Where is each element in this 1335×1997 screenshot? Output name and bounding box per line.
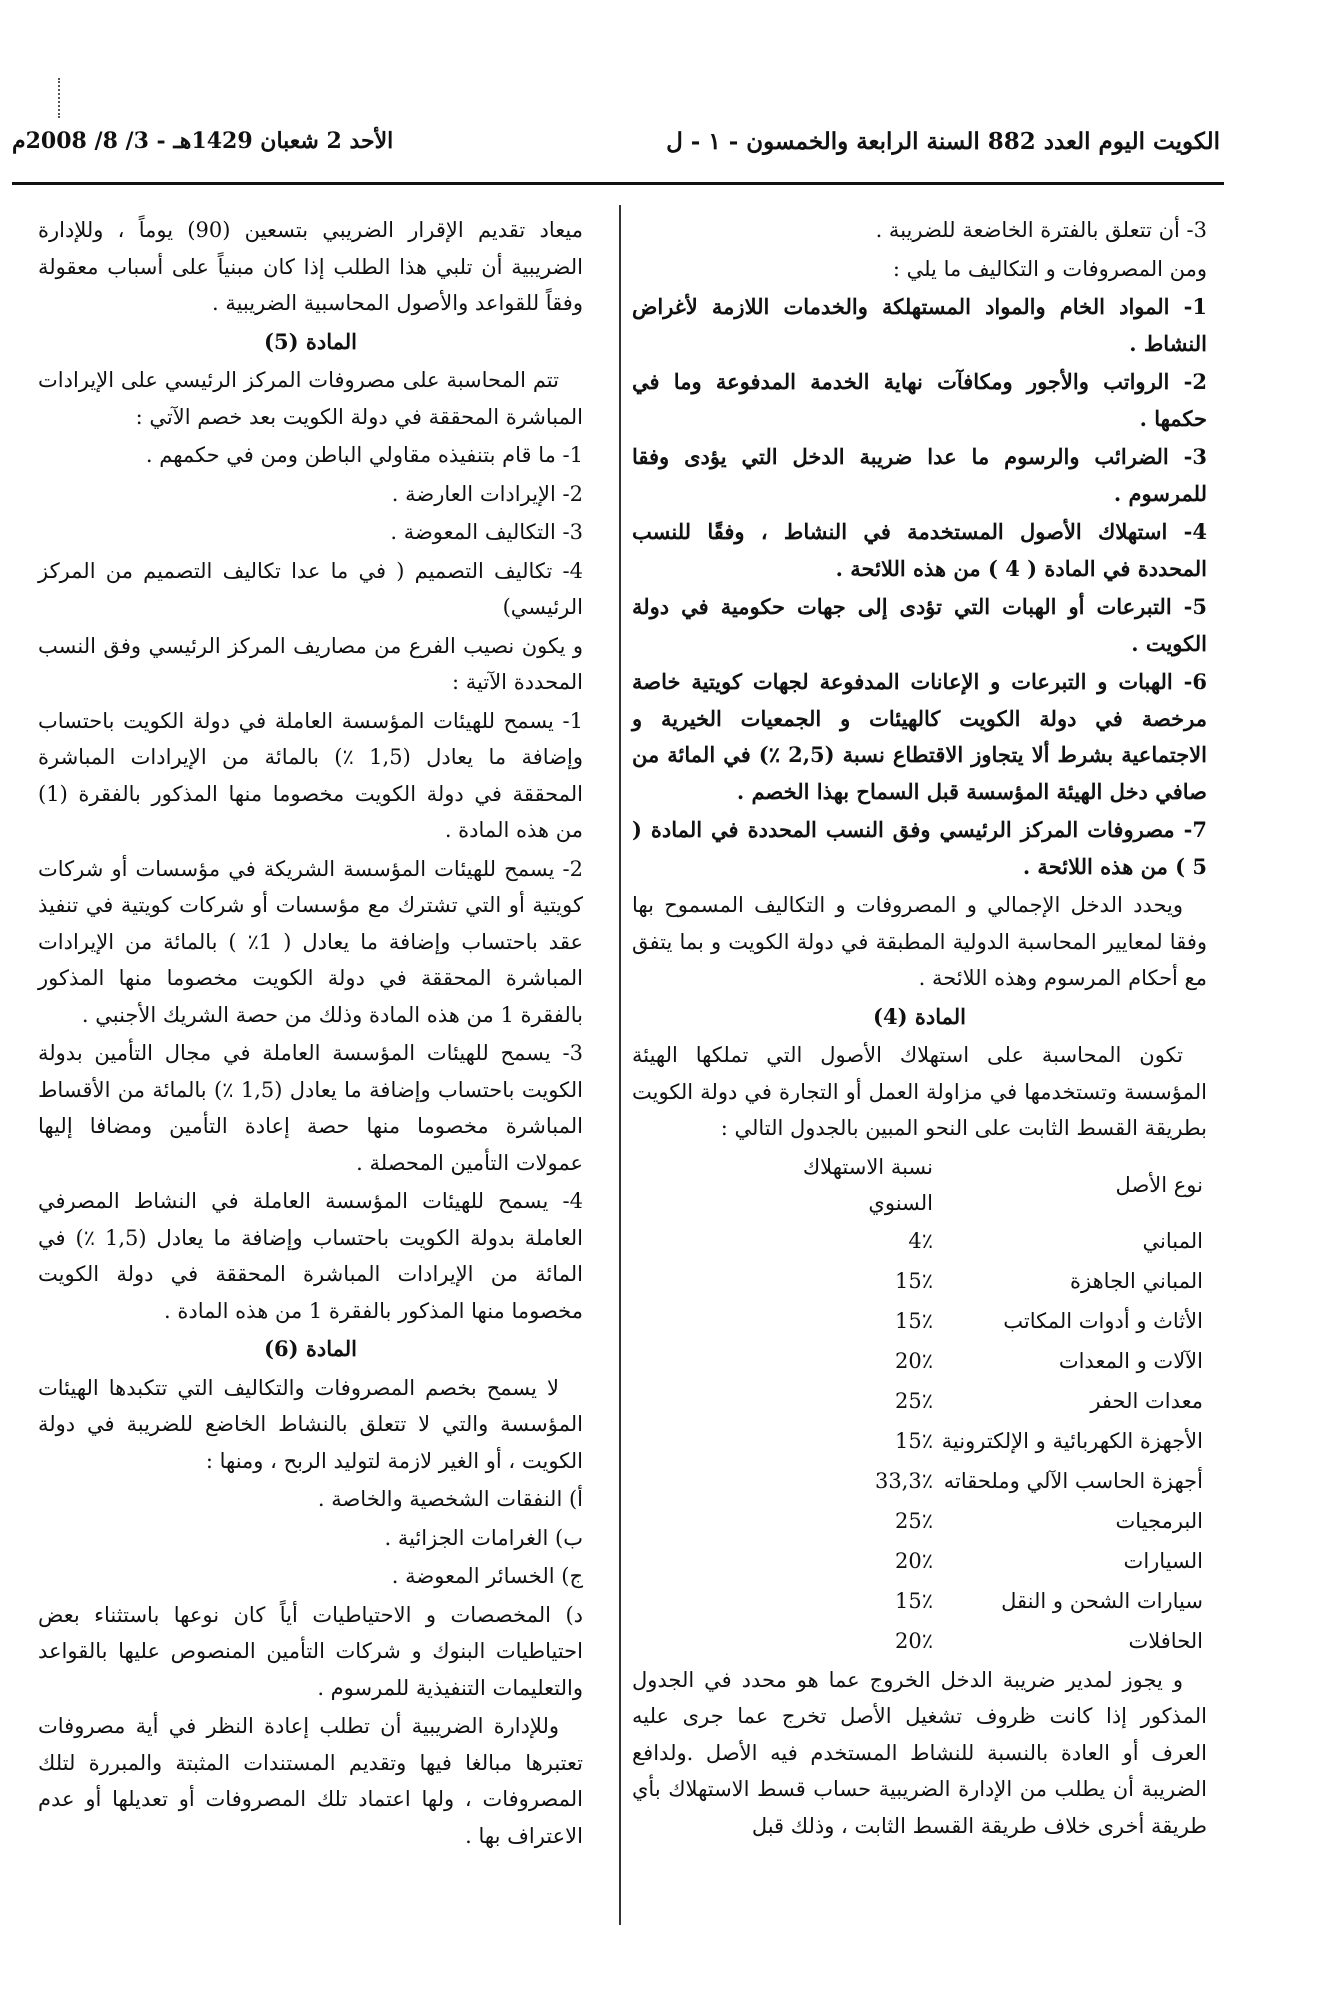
list-item: 6- الهبات و التبرعات و الإعانات المدفوعة لجهات كويتية خاصة مرخصة في دولة الكويت كالهيئات و الجمعيات الخيرية و الاجتماعية بشرط ألا يتجاوز الاقتطاع نسبة (2,5 ٪) في المائة من صافي دخل الهيئة المؤسسة قبل السماح بهذا الخصم . — [632, 669, 1207, 804]
asset-cell: الحافلات — [1128, 1629, 1203, 1654]
rate-cell: 20٪ — [894, 1549, 933, 1574]
header-issue-info: الكويت اليوم العدد 882 السنة الرابعة والخمسون - ١ - ل — [666, 128, 1220, 155]
rate-cell: 15٪ — [894, 1269, 933, 1294]
rate-cell: 20٪ — [894, 1349, 933, 1374]
paragraph: لا يسمح بخصم المصروفات والتكاليف التي تتكبدها الهيئات المؤسسة والتي لا تتعلق بالنشاط الخاضع للضريبة في دولة الكويت ، أو الغير لازمة لتوليد الربح ، ومنها : — [38, 1375, 583, 1473]
list-item: 2- يسمح للهيئات المؤسسة الشريكة في مؤسسات أو شركات كويتية أو التي تشترك مع مؤسسات أو شركات كويتية في تنفيذ عقد باحتساب وإضافة ما يعادل ( 1٪ ) بالمائة من الإيرادات المباشرة المحققة في دولة الكويت مخصوما منها المذكور بالفقرة 1 من هذه المادة وذلك من حصة الشريك الأجنبي . — [38, 856, 583, 1027]
list-item: ب) الغرامات الجزائية . — [384, 1525, 583, 1550]
rate-cell: 25٪ — [894, 1389, 933, 1414]
paragraph: 3- أن تتعلق بالفترة الخاضعة للضريبة . — [875, 218, 1207, 242]
table-row — [783, 1222, 1203, 1262]
list-item: 1- ما قام بتنفيذه مقاولي الباطن ومن في حكمهم . — [145, 443, 583, 467]
rate-cell: 4٪ — [908, 1229, 933, 1254]
list-item: 1- المواد الخام والمواد المستهلكة والخدمات اللازمة لأغراض النشاط . — [632, 294, 1207, 356]
paragraph: وللإدارة الضريبية أن تطلب إعادة النظر في أية مصروفات تعتبرها مبالغا فيها وتقديم المستندات المثبتة والمبررة لتلك المصروفات ، ولها اعتماد تلك المصروفات أو تعديلها أو عدم الاعتراف بها . — [38, 1714, 583, 1848]
article-4-title: المادة (4) — [873, 1003, 966, 1029]
asset-cell: المباني — [1142, 1229, 1203, 1254]
asset-cell: الأجهزة الكهربائية و الإلكترونية — [941, 1429, 1203, 1454]
table-row — [783, 1422, 1203, 1462]
asset-cell: الأثاث و أدوات المكاتب — [1003, 1309, 1203, 1334]
rate-cell: 20٪ — [894, 1629, 933, 1654]
asset-cell: أجهزة الحاسب الآلي وملحقاته — [943, 1469, 1203, 1494]
asset-cell: معدات الحفر — [1090, 1389, 1203, 1414]
paragraph: و يجوز لمدير ضريبة الدخل الخروج عما هو محدد في الجدول المذكور إذا كانت ظروف تشغيل الأصل تخرج عما جرى عليه العرف أو العادة بالنسبة للنشاط المستخدم فيه الأصل .ولدافع الضريبة أن يطلب من الإدارة الضريبية حساب قسط الاستهلاك بأي طريقة أخرى خلاف طريقة القسط الثابت ، وذلك قبل — [632, 1667, 1207, 1838]
table-header-row — [783, 1149, 1203, 1222]
table-row — [783, 1342, 1203, 1382]
list-item: 2- الإيرادات العارضة . — [391, 481, 583, 506]
rate-cell: 15٪ — [894, 1429, 933, 1454]
asset-cell: سيارات الشحن و النقل — [1001, 1589, 1203, 1614]
paragraph: تتم المحاسبة على مصروفات المركز الرئيسي على الإيرادات المباشرة المحققة في دولة الكويت بعد خصم الآتي : — [38, 368, 583, 429]
list-item: 4- استهلاك الأصول المستخدمة في النشاط ، وفقًا للنسب المحددة في المادة ( 4 ) من هذه اللائحة . — [632, 519, 1207, 581]
paragraph: ومن المصروفات و التكاليف ما يلي : — [892, 256, 1207, 281]
header-date: الأحد 2 شعبان 1429هـ - 3/ 8/ 2008م — [12, 128, 394, 154]
list-item: 3- يسمح للهيئات المؤسسة العاملة في مجال التأمين بدولة الكويت باحتساب وإضافة ما يعادل (1,5 ٪) بالمائة من الأقساط المباشرة مخصوما منها حصة إعادة التأمين ومضافا إليها عمولات التأمين المحصلة . — [38, 1041, 583, 1175]
list-item: 5- التبرعات أو الهبات التي تؤدى إلى جهات حكومية في دولة الكويت . — [632, 594, 1207, 656]
table-header-asset: نوع الأصل — [1115, 1172, 1203, 1197]
expense-list — [632, 289, 1207, 885]
table-row — [783, 1382, 1203, 1422]
list-item: 2- الرواتب والأجور ومكافآت نهاية الخدمة المدفوعة وما في حكمها . — [632, 369, 1207, 431]
margin-tick-mark — [58, 78, 62, 118]
article-5-title: المادة (5) — [264, 328, 357, 354]
table-header-rate: نسبة الاستهلاك السنوي — [802, 1154, 933, 1215]
table-row — [783, 1302, 1203, 1342]
table-row — [783, 1462, 1203, 1502]
paragraph: و يكون نصيب الفرع من مصاريف المركز الرئيسي وفق النسب المحددة الآتية : — [38, 633, 583, 694]
list-item: 3- الضرائب والرسوم ما عدا ضريبة الدخل التي يؤدى وفقا للمرسوم . — [632, 444, 1207, 506]
list-item: ج) الخسائر المعوضة . — [391, 1564, 583, 1588]
asset-cell: الآلات و المعدات — [1058, 1349, 1203, 1374]
paragraph: تكون المحاسبة على استهلاك الأصول التي تملكها الهيئة المؤسسة وتستخدمها في مزاولة العمل أو التجارة في دولة الكويت بطريقة القسط الثابت على النحو المبين بالجدول التالي : — [632, 1043, 1207, 1140]
list-item: 3- التكاليف المعوضة . — [390, 520, 583, 544]
left-column — [38, 212, 583, 1856]
column-divider — [619, 205, 621, 1925]
asset-cell: المباني الجاهزة — [1070, 1269, 1203, 1294]
asset-cell: البرمجيات — [1115, 1509, 1203, 1534]
page-header — [0, 128, 1220, 164]
list-item: 7- مصروفات المركز الرئيسي وفق النسب المحددة في المادة ( 5 ) من هذه اللائحة . — [632, 817, 1207, 879]
list-item: 1- يسمح للهيئات المؤسسة العاملة في دولة الكويت باحتساب وإضافة ما يعادل (1,5 ٪) بالمائة من الإيرادات المباشرة المحققة في دولة الكويت مخصوما منها المذكور بالفقرة (1) من هذه المادة . — [38, 708, 583, 842]
rate-cell: 15٪ — [894, 1309, 933, 1334]
rate-cell: 33,3٪ — [874, 1469, 933, 1494]
article-6-title: المادة (6) — [264, 1336, 357, 1361]
table-row — [783, 1502, 1203, 1542]
right-column — [632, 212, 1207, 1846]
asset-cell: السيارات — [1123, 1549, 1203, 1574]
list-item: 4- تكاليف التصميم ( في ما عدا تكاليف التصميم من المركز الرئيسي) — [38, 558, 583, 619]
list-item: د) المخصصات و الاحتياطيات أياً كان نوعها باستثناء بعض احتياطيات البنوك و شركات التأمين المنصوص عليها بالقواعد والتعليمات التنفيذية للمرسوم . — [38, 1602, 583, 1700]
table-row — [783, 1582, 1203, 1622]
table-row — [783, 1622, 1203, 1662]
table-row — [783, 1262, 1203, 1302]
rate-cell: 15٪ — [894, 1589, 933, 1614]
header-rule — [12, 182, 1224, 185]
list-item: أ) النفقات الشخصية والخاصة . — [317, 1487, 583, 1511]
depreciation-table — [783, 1149, 1203, 1662]
list-item: 4- يسمح للهيئات المؤسسة العاملة في النشاط المصرفي العاملة بدولة الكويت باحتساب وإضافة ما يعادل (1,5 ٪) في المائة من الإيرادات المباشرة المحققة في دولة الكويت مخصوما منها المذكور بالفقرة 1 من هذه المادة . — [38, 1189, 583, 1323]
rate-cell: 25٪ — [894, 1509, 933, 1534]
paragraph: ميعاد تقديم الإقرار الضريبي بتسعين (90) يوماً ، وللإدارة الضريبية أن تلبي هذا الطلب إذا كان مبنياً على أسباب معقولة وفقاً للقواعد والأصول المحاسبية الضريبية . — [38, 218, 583, 315]
table-row — [783, 1542, 1203, 1582]
paragraph: ويحدد الدخل الإجمالي و المصروفات و التكاليف المسموح بها وفقا لمعايير المحاسبة الدولية المطبقة في دولة الكويت و بما يتفق مع أحكام المرسوم وهذه اللائحة . — [632, 893, 1207, 990]
